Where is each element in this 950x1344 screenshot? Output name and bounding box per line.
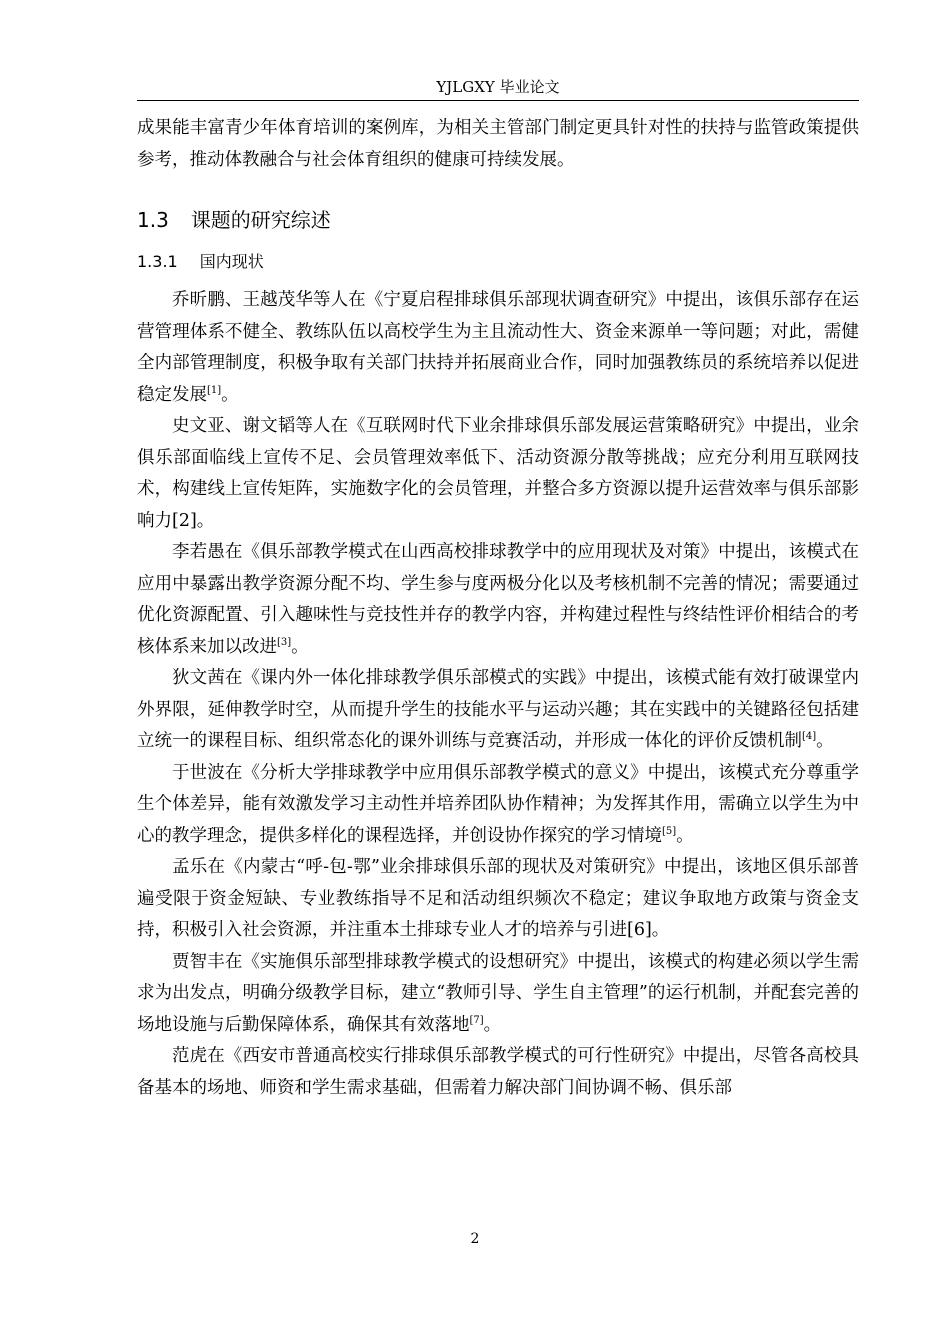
section-heading	[137, 176, 859, 249]
review-paragraph	[137, 663, 859, 758]
header-rule	[137, 100, 859, 101]
page-number: 2	[470, 1231, 480, 1247]
paragraph-end: 。	[221, 384, 239, 405]
review-paragraph	[137, 537, 859, 663]
paragraph-end: 。	[816, 731, 834, 751]
citation: [7]	[469, 1014, 484, 1026]
citation: [3]	[277, 636, 292, 648]
paragraph-text: 孟乐在《内蒙古“呼-包-鄂”业余排球俱乐部的现状及对策研究》中提出，该地区俱乐部普遍受限于资金短缺、专业教练指导不足和活动组织频次不稳定；建议争取地方政策与资金支持，积极引入社会资源，并注重本土排球专业人才的培养与引进[6]。	[137, 857, 859, 940]
citation: [5]	[662, 825, 677, 837]
citation: [4]	[802, 731, 817, 742]
subsection-title: 国内现状	[199, 252, 264, 271]
paragraph-text: 乔昕鹏、王越茂华等人在《宁夏启程排球俱乐部现状调查研究》中提出，该俱乐部存在运营管理体系不健全、教练队伍以高校学生为主且流动性大、资金来源单一等问题；对此，需健全内部管理制度，积极争取有关部门扶持并拓展商业合作，同时加强教练员的系统培养以促进稳定发展	[137, 290, 859, 405]
paragraph-text: 贾智丰在《实施俱乐部型排球教学模式的设想研究》中提出，该模式的构建必须以学生需求为出发点，明确分级教学目标，建立“教师引导、学生自主管理”的运行机制，并配套完善的场地设施与后勤保障体系，确保其有效落地	[137, 951, 859, 1035]
review-paragraph	[137, 285, 859, 411]
paragraph-text: 史文亚、谢文韬等人在《互联网时代下业余排球俱乐部发展运营策略研究》中提出，业余俱乐部面临线上宣传不足、会员管理效率低下、活动资源分散等挑战；应充分利用互联网技术，构建线上宣传矩阵，实施数字化的会员管理，并整合多方资源以提升运营效率与俱乐部影响力[2]。	[137, 416, 859, 531]
paragraph-end: 。	[291, 636, 309, 657]
subsection-heading	[137, 249, 859, 285]
page-body	[137, 113, 859, 1104]
paragraph-end: 。	[483, 1014, 502, 1035]
paragraph-end: 。	[676, 825, 694, 846]
review-paragraph	[137, 411, 859, 537]
section-title: 课题的研究综述	[190, 208, 331, 232]
paragraph-text: 范虎在《西安市普通高校实行排球俱乐部教学模式的可行性研究》中提出，尽管各高校具备基本的场地、师资和学生需求基础，但需着力解决部门间协调不畅、俱乐部	[137, 1046, 859, 1098]
section-number: 1.3	[137, 208, 169, 232]
intro-paragraph: 成果能丰富青少年体育培训的案例库，为相关主管部门制定更具针对性的扶持与监管政策提供参考，推动体教融合与社会体育组织的健康可持续发展。	[137, 118, 859, 170]
review-paragraph	[137, 852, 859, 947]
paragraph-text: 于世波在《分析大学排球教学中应用俱乐部教学模式的意义》中提出，该模式充分尊重学生个体差异，能有效激发学习主动性并培养团队协作精神；为发挥其作用，需确立以学生为中心的教学理念，提供多样化的课程选择，并创设协作探究的学习情境	[137, 762, 859, 846]
paragraph-text: 狄文茜在《课内外一体化排球教学俱乐部模式的实践》中提出，该模式能有效打破课堂内外界限，延伸教学时空，从而提升学生的技能水平与运动兴趣；其在实践中的关键路径包括建立统一的课程目标、组织常态化的课外训练与竞赛活动，并形成一体化的评价反馈机制	[137, 668, 859, 751]
review-paragraph	[137, 947, 859, 1042]
subsection-number: 1.3.1	[137, 252, 178, 271]
citation: [1]	[207, 384, 222, 396]
review-paragraph	[137, 1041, 859, 1104]
review-paragraph	[137, 758, 859, 853]
running-header: YJLGXY 毕业论文	[436, 78, 560, 96]
paragraph-text: 李若愚在《俱乐部教学模式在山西高校排球教学中的应用现状及对策》中提出，该模式在应用中暴露出教学资源分配不均、学生参与度两极分化以及考核机制不完善的情况；需要通过优化资源配置、引入趣味性与竞技性并存的教学内容，并构建过程性与终结性评价相结合的考核体系来加以改进	[137, 542, 859, 657]
